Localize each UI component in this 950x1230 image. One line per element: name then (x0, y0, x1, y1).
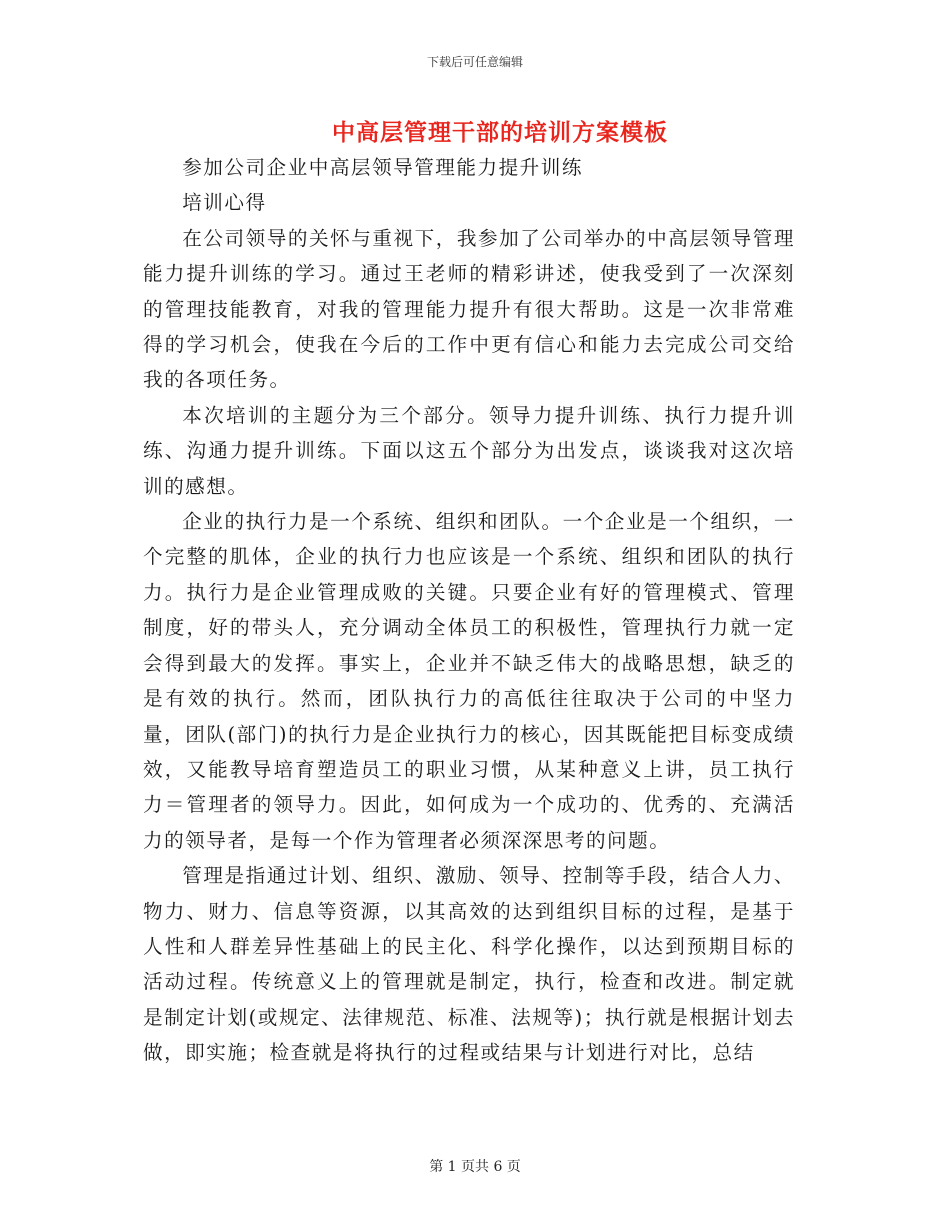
body-paragraph: 企业的执行力是一个系统、组织和团队。一个企业是一个组织，一个完整的肌体，企业的执行力也应该是一个系统、组织和团队的执行力。执行力是企业管理成败的关键。只要企业有好的管理模式、管理制度，好的带头人，充分调动全体员工的积极性，管理执行力就一定会得到最大的发挥。事实上，企业并不缺乏伟大的战略思想，缺乏的是有效的执行。然而，团队执行力的高低往往取决于公司的中坚力量，团队(部门)的执行力是企业执行力的核心，因其既能把目标变成绩效，又能教导培育塑造员工的职业习惯，从某种意义上讲，员工执行力＝管理者的领导力。因此，如何成为一个成功的、优秀的、充满活力的领导者，是每一个作为管理者必须深深思考的问题。 (143, 510, 795, 852)
body-paragraph: 管理是指通过计划、组织、激励、领导、控制等手段，结合人力、物力、财力、信息等资源，以其高效的达到组织目标的过程，是基于人性和人群差异性基础上的民主化、科学化操作，以达到预期目标的活动过程。传统意义上的管理就是制定，执行，检查和改进。制定就是制定计划(或规定、法律规范、标准、法规等)；执行就是根据计划去做，即实施；检查就是将执行的过程或结果与计划进行对比，总结 (143, 864, 795, 1065)
subtitle-line: 参加公司企业中高层领导管理能力提升训练 (182, 156, 583, 179)
body-paragraph: 在公司领导的关怀与重视下，我参加了公司举办的中高层领导管理能力提升训练的学习。通过王老师的精彩讲述，使我受到了一次深刻的管理技能教育，对我的管理能力提升有很大帮助。这是一次非常难得的学习机会，使我在今后的工作中更有信心和能力去完成公司交给我的各项任务。 (143, 226, 795, 392)
page-number-footer: 第 1 页共 6 页 (429, 1159, 521, 1175)
body-paragraph: 本次培训的主题分为三个部分。领导力提升训练、执行力提升训练、沟通力提升训练。下面以这五个部分为出发点，谈谈我对这次培训的感想。 (143, 403, 795, 498)
page-header-note: 下载后可任意编辑 (426, 55, 523, 69)
subtitle-line: 培训心得 (182, 191, 267, 215)
document-body (143, 150, 795, 1071)
document-title: 中高层管理干部的培训方案模板 (332, 119, 668, 146)
